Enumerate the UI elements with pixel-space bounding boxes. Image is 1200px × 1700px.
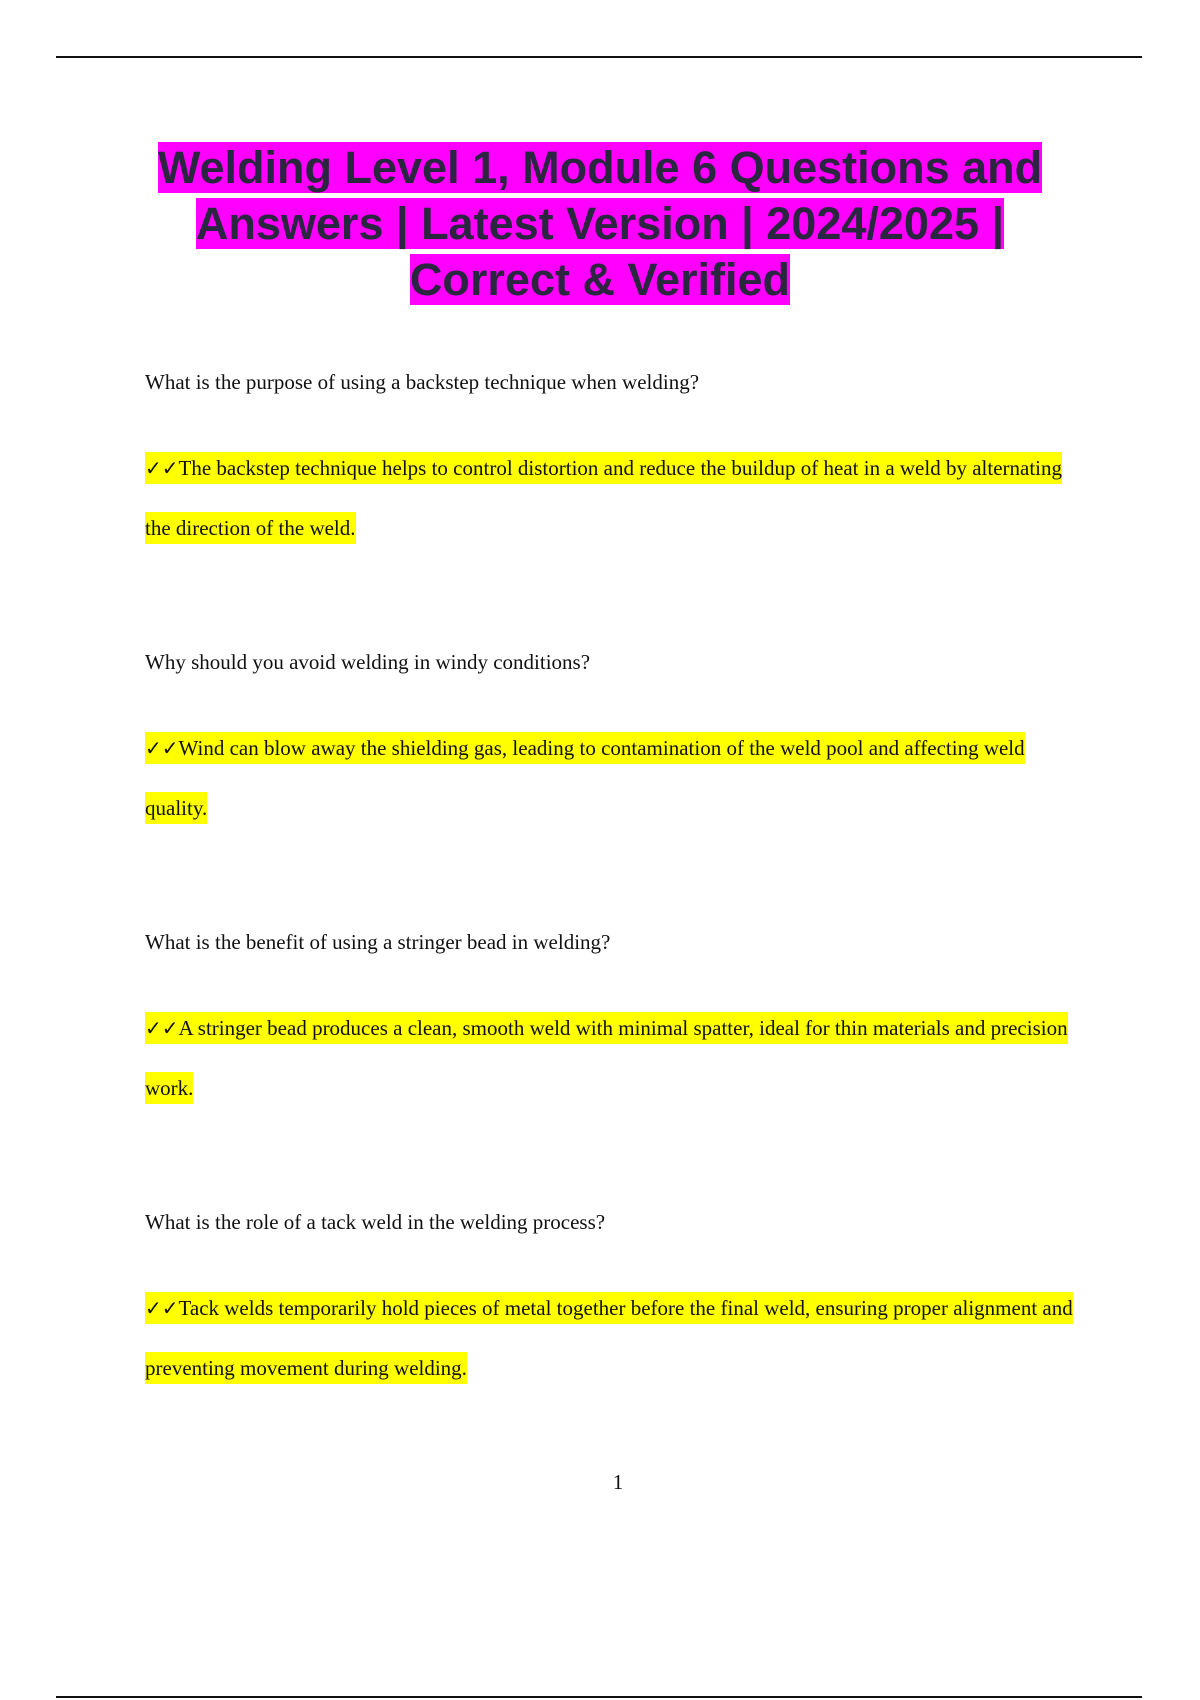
qa-item-3 — [145, 928, 1085, 1118]
answer-1 — [145, 438, 1085, 558]
answer-4-text: Tack welds temporarily hold pieces of metal together before the final weld, ensuring proper alignment and preventing movement during welding. — [145, 1296, 1073, 1380]
document-title — [120, 140, 1080, 308]
check-icon: ✓✓ — [145, 456, 179, 480]
qa-item-2 — [145, 648, 1085, 838]
question-2: Why should you avoid welding in windy conditions? — [145, 650, 591, 674]
check-icon: ✓✓ — [145, 1296, 179, 1320]
check-icon: ✓✓ — [145, 1016, 179, 1040]
answer-2 — [145, 718, 1085, 838]
question-1: What is the purpose of using a backstep technique when welding? — [145, 370, 700, 394]
answer-2-text: Wind can blow away the shielding gas, leading to contamination of the weld pool and affecting weld quality. — [145, 736, 1025, 820]
question-3: What is the benefit of using a stringer bead in welding? — [145, 930, 611, 954]
answer-3-text: A stringer bead produces a clean, smooth weld with minimal spatter, ideal for thin materials and precision work. — [145, 1016, 1068, 1100]
qa-item-4 — [145, 1208, 1085, 1398]
qa-item-1 — [145, 368, 1085, 558]
question-4: What is the role of a tack weld in the welding process? — [145, 1210, 606, 1234]
bottom-rule — [56, 1696, 1142, 1698]
page-number: 1 — [612, 1470, 624, 1494]
answer-3 — [145, 998, 1085, 1118]
document-title-text: Welding Level 1, Module 6 Questions and Answers | Latest Version | 2024/2025 | Correct & Verified — [157, 142, 1043, 305]
top-rule — [56, 56, 1142, 58]
check-icon: ✓✓ — [145, 736, 179, 760]
answer-4 — [145, 1278, 1085, 1398]
answer-1-text: The backstep technique helps to control distortion and reduce the buildup of heat in a weld by alternating the direction of the weld. — [145, 456, 1063, 540]
